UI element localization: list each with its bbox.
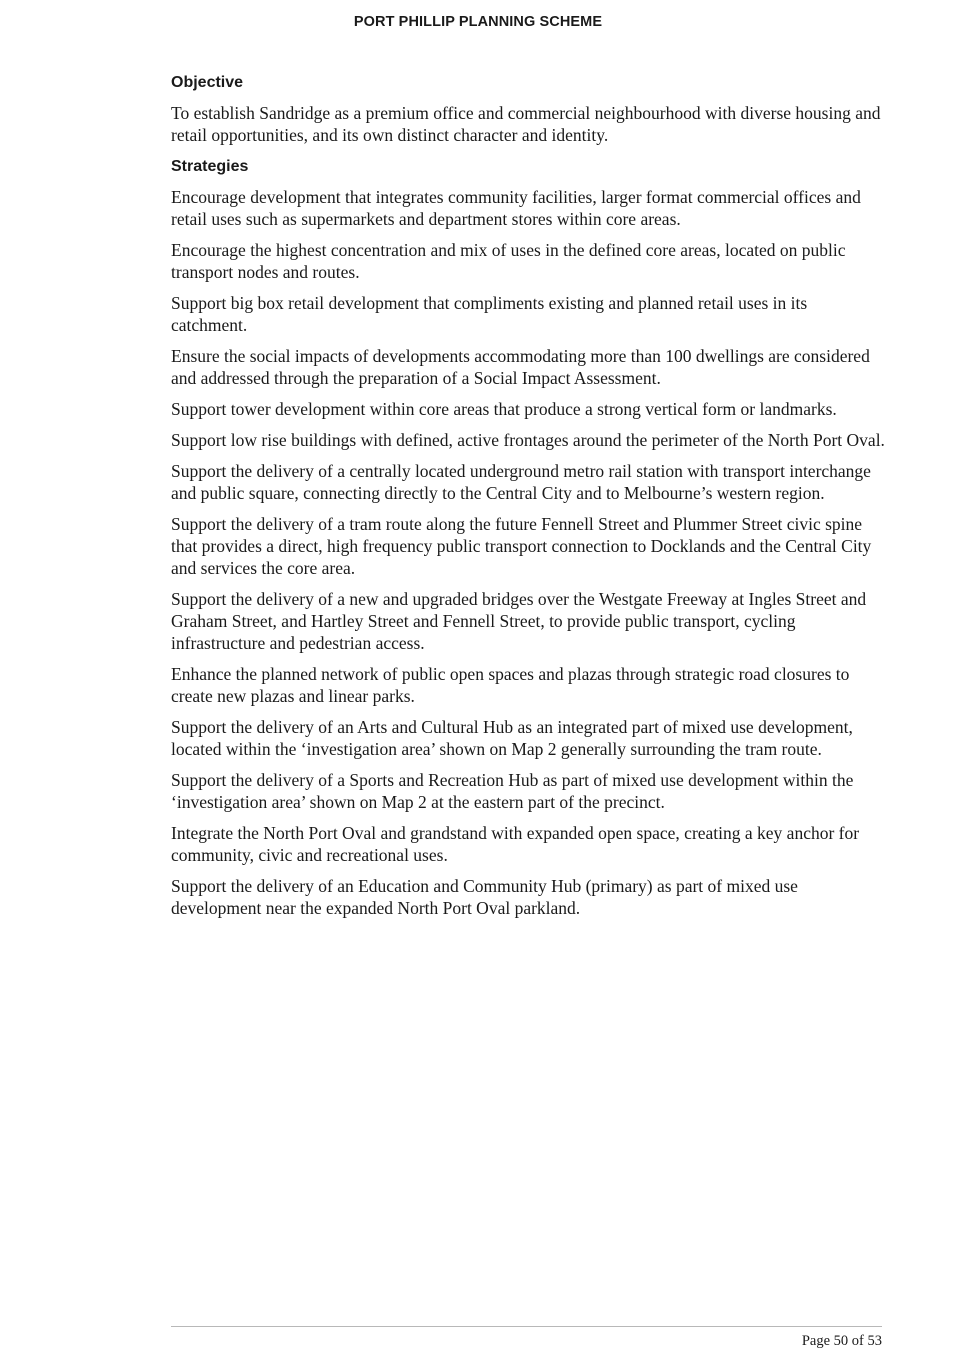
strategy-item: Ensure the social impacts of developments accommodating more than 100 dwellings are considered and addressed through the preparation of a Social Impact Assessment.	[171, 346, 870, 388]
strategy-item: Encourage development that integrates community facilities, larger format commercial offices and retail uses such as supermarkets and department stores within core areas.	[171, 187, 861, 229]
strategy-item: Support low rise buildings with defined, active frontages around the perimeter of the North Port Oval.	[171, 430, 885, 450]
footer-divider	[171, 1326, 882, 1327]
strategy-item: Support the delivery of a tram route along the future Fennell Street and Plummer Street civic spine that provides a direct, high frequency public transport connection to Docklands and the Central City and services the core area.	[171, 514, 872, 578]
strategy-item: Support the delivery of a new and upgraded bridges over the Westgate Freeway at Ingles Street and Graham Street, and Hartley Street and Fennell Street, to provide public transport, cycling infrastructure and pedestrian access.	[171, 589, 867, 653]
strategy-item: Encourage the highest concentration and mix of uses in the defined core areas, located on public transport nodes and routes.	[171, 240, 846, 282]
document-body	[171, 72, 887, 928]
strategies-list	[171, 186, 887, 919]
strategy-item: Support the delivery of a Sports and Recreation Hub as part of mixed use development within the ‘investigation area’ shown on Map 2 at the eastern part of the precinct.	[171, 770, 854, 812]
strategy-item: Integrate the North Port Oval and grandstand with expanded open space, creating a key anchor for community, civic and recreational uses.	[171, 823, 860, 865]
strategy-item: Enhance the planned network of public open spaces and plazas through strategic road closures to create new plazas and linear parks.	[171, 664, 850, 706]
objective-text: To establish Sandridge as a premium office and commercial neighbourhood with diverse housing and retail opportunities, and its own distinct character and identity.	[171, 103, 881, 145]
strategies-heading: Strategies	[171, 158, 249, 175]
strategy-item: Support the delivery of an Arts and Cultural Hub as an integrated part of mixed use development, located within the ‘investigation area’ shown on Map 2 generally surrounding the tram route.	[171, 717, 853, 759]
strategy-item: Support the delivery of an Education and Community Hub (primary) as part of mixed use development near the expanded North Port Oval parkland.	[171, 876, 798, 918]
objective-heading: Objective	[171, 74, 244, 91]
strategy-item: Support the delivery of a centrally located underground metro rail station with transport interchange and public square, connecting directly to the Central City and to Melbourne’s western region.	[171, 461, 871, 503]
document-header-title: PORT PHILLIP PLANNING SCHEME	[353, 14, 603, 30]
strategy-item: Support tower development within core areas that produce a strong vertical form or landmarks.	[171, 399, 837, 419]
strategy-item: Support big box retail development that compliments existing and planned retail uses in its catchment.	[171, 293, 808, 335]
page-number: Page 50 of 53	[801, 1333, 882, 1349]
